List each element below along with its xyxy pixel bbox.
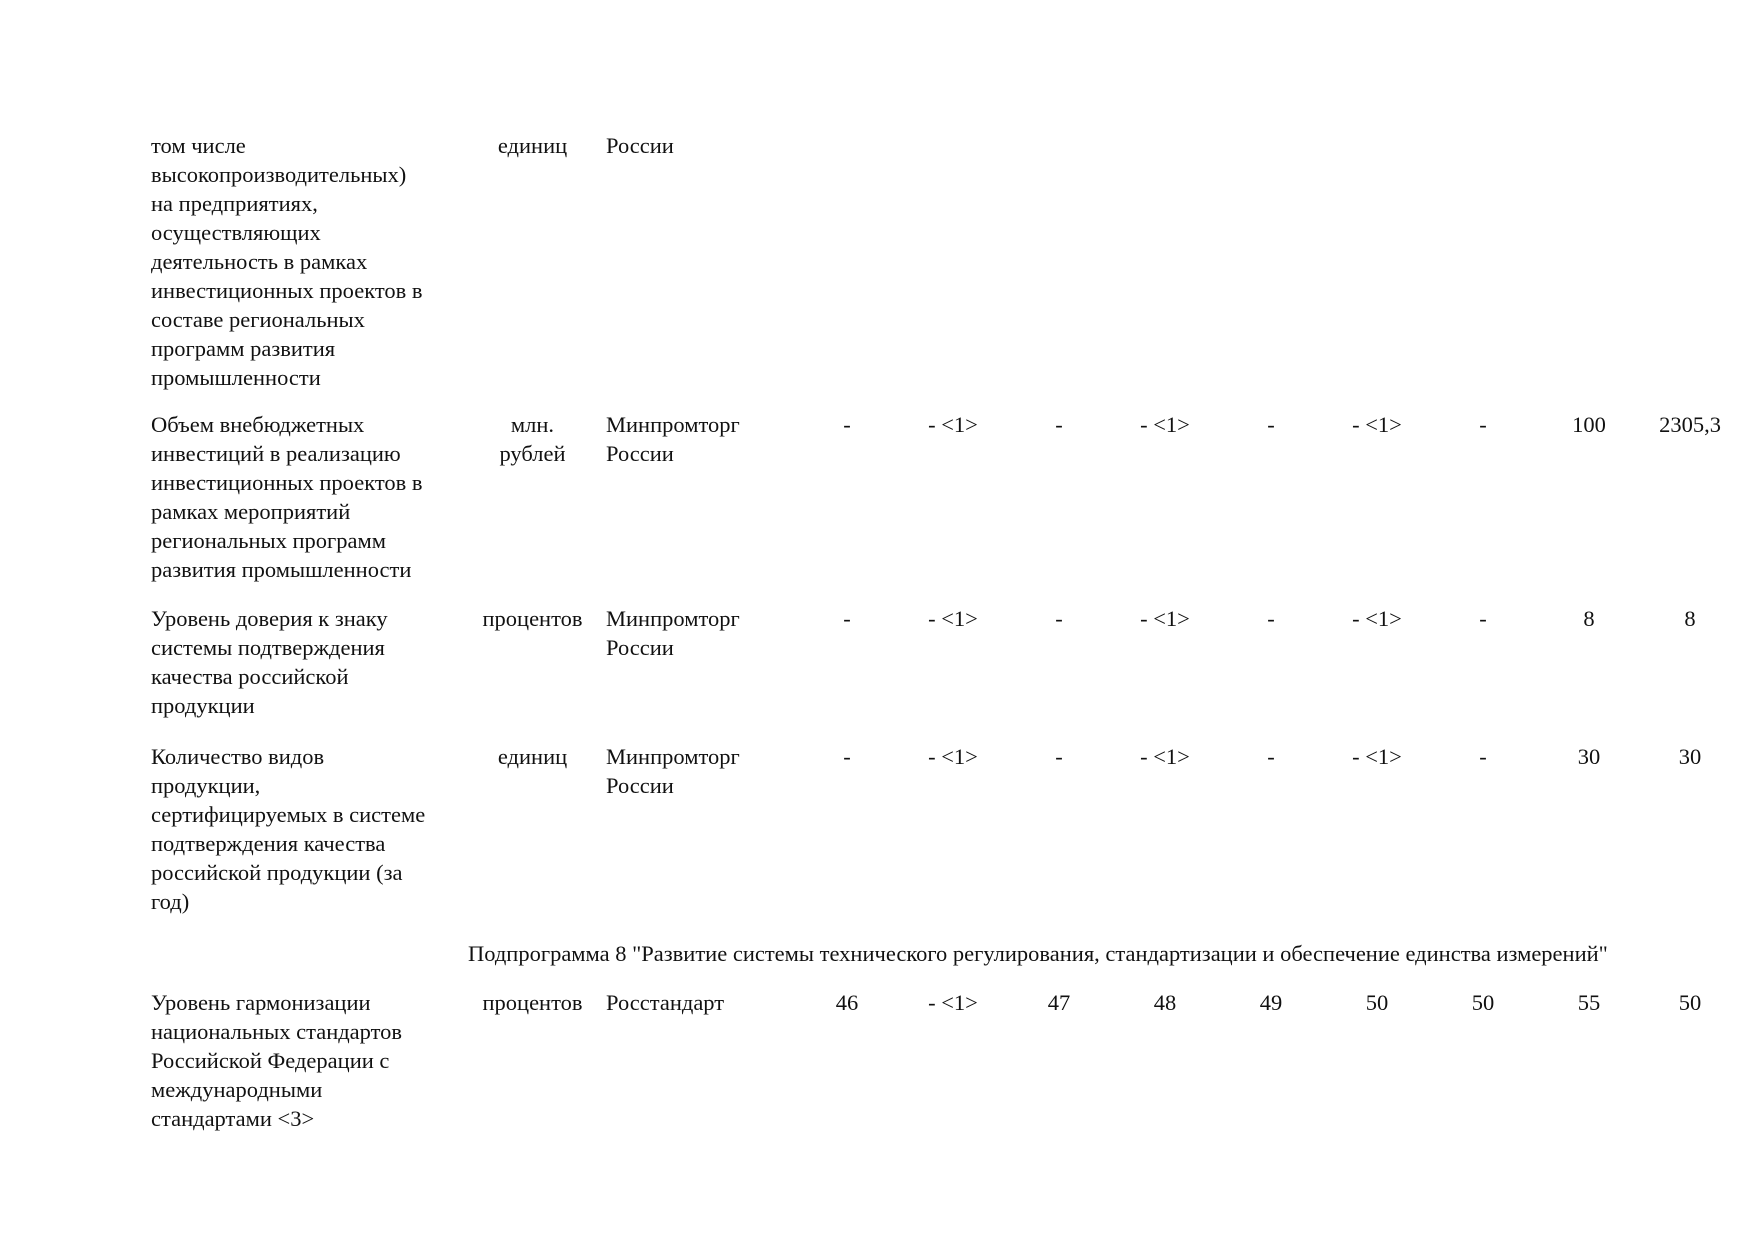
indicator-value: - (1267, 744, 1275, 769)
indicator-name: Объем внебюджетных инвестиций в реализацию инвестиционных проектов в рамках мероприятий региональных программ развития промышленности (151, 412, 423, 582)
indicator-value: - (1267, 412, 1275, 437)
indicator-value: - <1> (1352, 744, 1402, 769)
indicator-value: - (843, 744, 851, 769)
indicator-unit: единиц (497, 744, 568, 769)
indicator-value: - <1> (1140, 412, 1190, 437)
indicator-value: - <1> (1140, 606, 1190, 631)
indicator-value: 50 (1365, 990, 1389, 1015)
indicator-unit: процентов (482, 606, 583, 631)
indicator-unit: единиц (497, 133, 568, 158)
indicator-name: Уровень доверия к знаку системы подтверждения качества российской продукции (151, 606, 388, 718)
indicator-value: - <1> (928, 744, 978, 769)
indicator-value: - <1> (1352, 412, 1402, 437)
indicator-responsible: Росстандарт (606, 990, 725, 1015)
indicator-responsible: Минпромторг России (606, 606, 740, 660)
indicator-value: - <1> (928, 412, 978, 437)
subprogram-heading: Подпрограмма 8 "Развитие системы технического регулирования, стандартизации и обеспечение единства измерений" (468, 941, 1608, 966)
indicator-value: 48 (1153, 990, 1177, 1015)
indicator-value: 30 (1577, 744, 1601, 769)
indicator-value: 50 (1678, 990, 1702, 1015)
indicator-value: 50 (1471, 990, 1495, 1015)
indicator-value: - (1479, 606, 1487, 631)
indicator-responsible: Минпромторг России (606, 412, 740, 466)
indicator-value: - (1055, 744, 1063, 769)
indicator-value: - <1> (1352, 606, 1402, 631)
indicator-responsible: Минпромторг России (606, 744, 740, 798)
indicator-value: - <1> (1140, 744, 1190, 769)
indicator-value: 2305,3 (1659, 412, 1721, 437)
indicator-value: - (843, 412, 851, 437)
indicator-unit: процентов (482, 990, 583, 1015)
indicator-value: 8 (1583, 606, 1595, 631)
indicator-name: Уровень гармонизации национальных стандартов Российской Федерации с международными стандартами <3> (151, 990, 403, 1131)
indicator-value: 49 (1259, 990, 1283, 1015)
indicator-value: - (1479, 412, 1487, 437)
indicator-value: - (843, 606, 851, 631)
indicator-value: 47 (1047, 990, 1071, 1015)
indicator-responsible: России (606, 133, 674, 158)
indicator-value: 55 (1577, 990, 1601, 1015)
indicator-value: - <1> (928, 606, 978, 631)
indicator-value: - (1479, 744, 1487, 769)
indicator-name: Количество видов продукции, сертифицируемых в системе подтверждения качества российской продукции (за год) (151, 744, 426, 914)
indicator-value: 46 (835, 990, 859, 1015)
indicator-value: - <1> (928, 990, 978, 1015)
indicator-value: 30 (1678, 744, 1702, 769)
indicator-value: 8 (1684, 606, 1696, 631)
indicator-unit: млн. рублей (499, 412, 566, 466)
indicator-name: том числе высокопроизводительных) на предприятиях, осуществляющих деятельность в рамках инвестиционных проектов в составе региональных программ развития промышленности (151, 133, 423, 390)
indicator-value: - (1055, 412, 1063, 437)
indicator-value: 100 (1572, 412, 1606, 437)
indicator-value: - (1267, 606, 1275, 631)
indicator-value: - (1055, 606, 1063, 631)
